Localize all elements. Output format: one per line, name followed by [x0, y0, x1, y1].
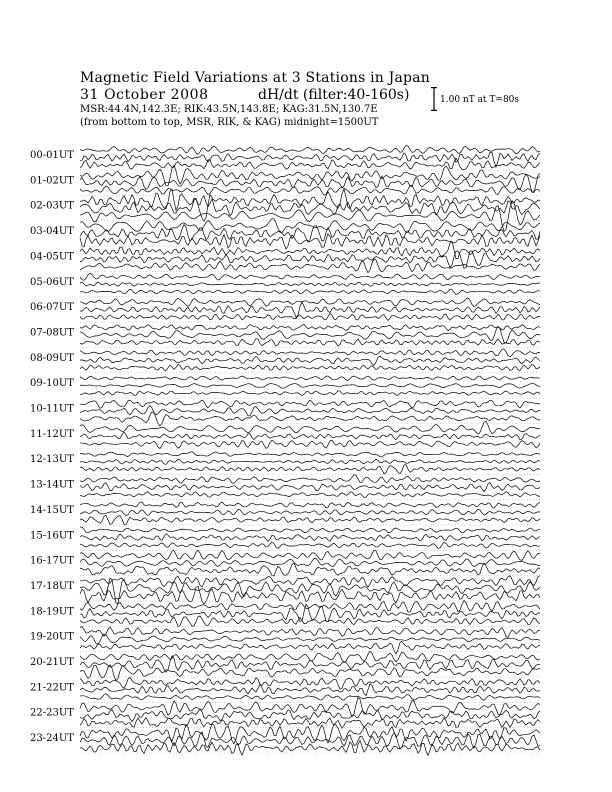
row-label: 17-18UT: [30, 580, 74, 592]
row-label: 18-19UT: [30, 606, 74, 618]
trace-msr: [80, 465, 540, 474]
trace-rik: [80, 195, 540, 222]
row-label: 04-05UT: [30, 251, 74, 263]
trace-msr: [80, 412, 540, 426]
trace-kag: [80, 627, 540, 638]
row-label: 10-11UT: [30, 403, 74, 415]
trace-msr: [80, 492, 540, 498]
trace-rik: [80, 405, 540, 416]
trace-rik: [80, 302, 540, 317]
trace-kag: [80, 241, 540, 258]
trace-rik: [80, 558, 540, 566]
row-label: 09-10UT: [30, 378, 74, 390]
trace-kag: [80, 452, 540, 457]
trace-msr: [80, 616, 540, 626]
trace-rik: [80, 383, 540, 388]
trace-kag: [80, 502, 540, 508]
trace-msr: [80, 563, 540, 576]
trace-rik: [80, 656, 540, 673]
trace-kag: [80, 698, 540, 717]
trace-rik: [80, 634, 540, 644]
trace-rik: [80, 534, 540, 542]
trace-rik: [80, 356, 540, 365]
trace-rik: [80, 153, 540, 168]
trace-rik: [80, 709, 540, 722]
trace-rik: [80, 483, 540, 492]
trace-rik: [80, 225, 540, 243]
trace-msr: [80, 289, 540, 294]
trace-kag: [80, 651, 540, 662]
trace-msr: [80, 313, 540, 320]
row-label: 22-23UT: [30, 707, 74, 719]
row-label: 05-06UT: [30, 276, 74, 288]
trace-kag: [80, 421, 540, 434]
row-label: 14-15UT: [30, 504, 74, 516]
trace-rik: [80, 174, 540, 193]
trace-msr: [80, 515, 540, 525]
trace-rik: [80, 326, 540, 343]
row-label: 01-02UT: [30, 175, 74, 187]
trace-rik: [80, 509, 540, 515]
trace-kag: [80, 324, 540, 330]
trace-kag: [80, 677, 540, 689]
trace-kag: [80, 376, 540, 381]
trace-rik: [80, 432, 540, 440]
trace-kag: [80, 400, 540, 408]
trace-msr: [80, 201, 540, 232]
chart-date: 31 October 2008: [80, 87, 209, 103]
trace-kag: [80, 145, 540, 154]
trace-msr: [80, 440, 540, 448]
row-label: 03-04UT: [30, 226, 74, 238]
trace-kag: [80, 576, 540, 587]
trace-msr: [80, 641, 540, 654]
trace-msr: [80, 391, 540, 396]
row-label: 19-20UT: [30, 631, 74, 643]
row-label: 12-13UT: [30, 454, 74, 466]
trace-msr: [80, 259, 540, 273]
station-coordinates: MSR:44.4N,142.3E; RIK:43.5N,143.8E; KAG:31.5N,130.7E: [80, 104, 378, 115]
trace-rik: [80, 282, 540, 286]
trace-kag: [80, 601, 540, 613]
chart-quantity: dH/dt (filter:40-160s): [258, 87, 410, 103]
trace-msr: [80, 694, 540, 701]
row-label: 08-09UT: [30, 352, 74, 364]
row-label: 20-21UT: [30, 657, 74, 668]
trace-kag: [80, 475, 540, 484]
trace-kag: [80, 527, 540, 533]
trace-kag: [80, 298, 540, 307]
trace-msr: [80, 542, 540, 548]
trace-rik: [80, 684, 540, 696]
station-order-note: (from bottom to top, MSR, RIK, & KAG) midnight=1500UT: [80, 117, 379, 128]
trace-msr: [80, 234, 540, 249]
trace-msr: [80, 339, 540, 347]
trace-kag: [80, 550, 540, 560]
trace-msr: [80, 586, 540, 604]
trace-msr: [80, 364, 540, 371]
trace-msr: [80, 158, 540, 170]
row-label: 16-17UT: [30, 555, 74, 567]
trace-rik: [80, 604, 540, 621]
row-label: 06-07UT: [30, 302, 74, 314]
row-label: 15-16UT: [30, 530, 74, 542]
scale-label: 1.00 nT at T=80s: [440, 95, 520, 105]
row-label: 07-08UT: [30, 327, 74, 339]
trace-kag: [80, 349, 540, 357]
chart-title: Magnetic Field Variations at 3 Stations in Japan: [80, 70, 430, 86]
row-label: 21-22UT: [30, 682, 74, 694]
row-label: 13-14UT: [30, 479, 74, 491]
trace-kag: [80, 273, 540, 280]
trace-kag: [80, 165, 540, 185]
row-label: 02-03UT: [30, 200, 74, 212]
row-label: 00-01UT: [30, 150, 74, 161]
trace-rik: [80, 459, 540, 464]
row-label: 23-24UT: [30, 733, 74, 745]
row-label: 11-12UT: [30, 428, 74, 440]
